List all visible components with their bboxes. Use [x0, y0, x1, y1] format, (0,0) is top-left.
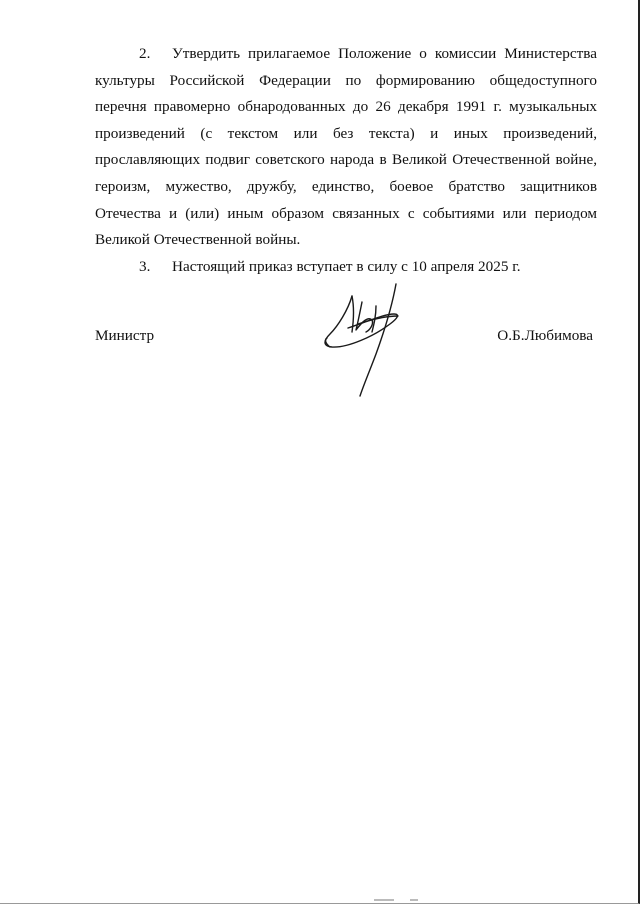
paragraph-text: Настоящий приказ вступает в силу с 10 апреля 2025 г.	[172, 257, 521, 275]
document-body	[95, 41, 597, 280]
paragraph-2	[95, 41, 597, 254]
signer-name: О.Б.Любимова	[497, 327, 593, 344]
handwritten-signature-icon	[318, 276, 408, 398]
scan-artifact	[374, 899, 394, 901]
paragraph-number: 3.	[139, 257, 151, 275]
paragraph-text: Утвердить прилагаемое Положение о комиссии Министерства культуры Российской Федерации по формированию общедоступного перечня правомерно обнародованных до 26 декабря 1991 г. музыкальных произведений (с текстом или без текста) и иных произведений, прославляющих подвиг советского народа в Великой Отечественной войне, героизм, мужество, дружбу, единство, боевое братство защитников Отечества и (или) иным образом связанных с событиями или периодом Великой Отечественной войны.	[95, 45, 597, 249]
signer-position: Министр	[95, 327, 155, 344]
paragraph-number: 2.	[139, 45, 151, 62]
scan-artifact	[410, 899, 418, 901]
